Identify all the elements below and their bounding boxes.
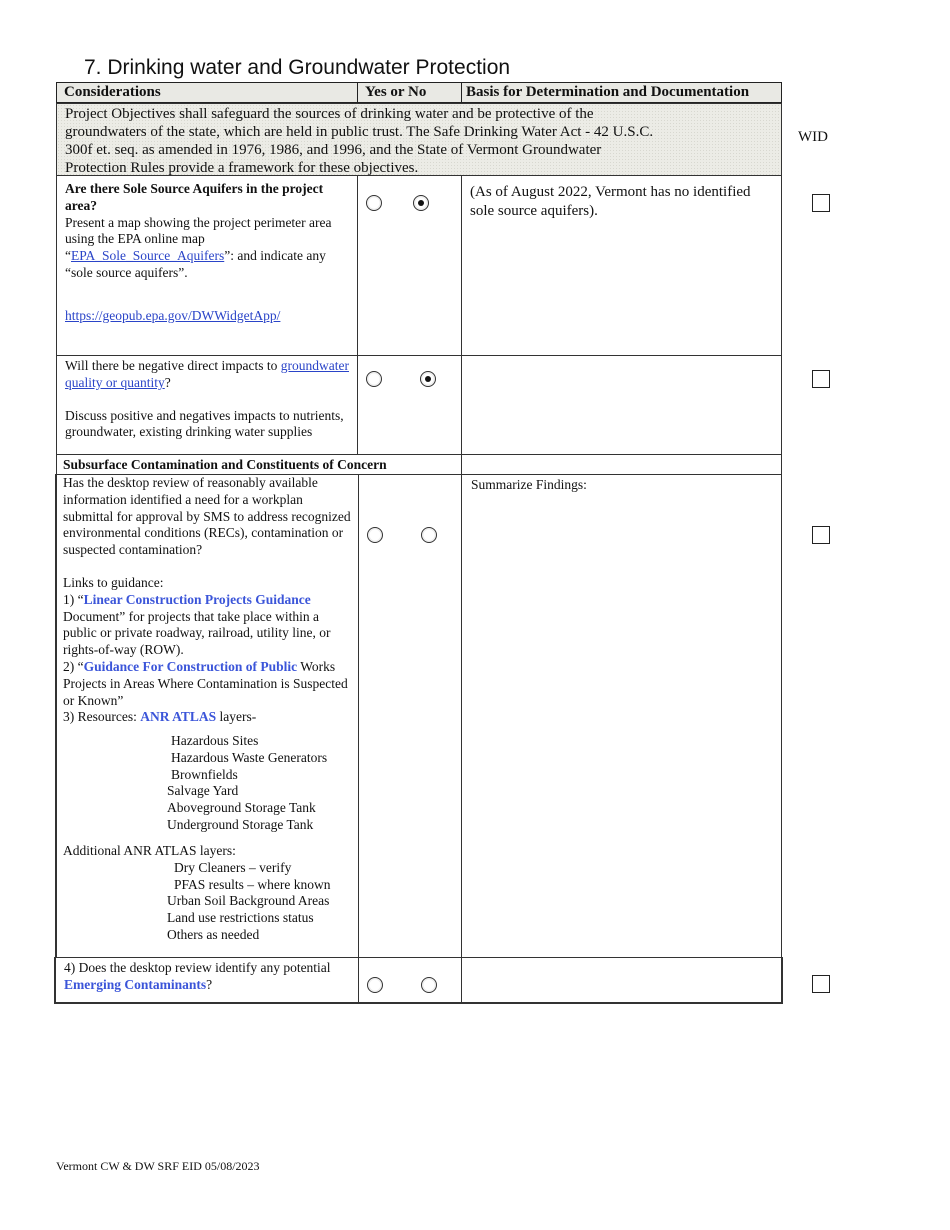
subsurface-heading: Subsurface Contamination and Constituents of Concern <box>56 454 462 475</box>
row2-yes-radio[interactable] <box>366 371 382 387</box>
layer-item: Aboveground Storage Tank <box>167 800 316 815</box>
row3-wid-checkbox[interactable] <box>812 526 830 544</box>
footer: Vermont CW & DW SRF EID 05/08/2023 <box>56 1159 260 1173</box>
row4-yes-no <box>358 957 462 1004</box>
row1-considerations <box>56 175 358 356</box>
objectives-line: Project Objectives shall safeguard the sources of drinking water and be protective of the <box>65 106 594 122</box>
row3-question: Has the desktop review of reasonably available information identified a need for a workplan submittal for approval by SMS to address recognized environmental conditions (RECs), contamination or suspected contamination? <box>63 475 351 558</box>
row1-yes-radio[interactable] <box>366 195 382 211</box>
row3-yes-radio[interactable] <box>367 527 383 543</box>
linear-guidance-link[interactable]: Linear Construction Projects Guidance <box>83 591 311 607</box>
additional-layer-item: Others as needed <box>167 927 260 942</box>
row4-no-radio[interactable] <box>421 977 437 993</box>
row3-no-radio[interactable] <box>421 527 437 543</box>
additional-layer-item: PFAS results – where known <box>174 877 331 892</box>
row1-instructions: Present a map showing the project perimeter area using the EPA online map “EPA_Sole_Source_Aquifers”: and indicate any “sole source aquifers”. <box>65 214 332 280</box>
header-considerations: Considerations <box>56 82 358 103</box>
anr-atlas-link[interactable]: ANR ATLAS <box>140 709 217 725</box>
objectives-line: Protection Rules provide a framework for these objectives. <box>65 160 419 176</box>
subsurface-heading-basis <box>461 454 782 475</box>
epa-ssa-link[interactable]: EPA_Sole_Source_Aquifers <box>71 248 225 264</box>
row1-basis[interactable]: (As of August 2022, Vermont has no identified sole source aquifers). <box>461 175 782 356</box>
row1-no-radio[interactable] <box>413 195 429 211</box>
wid-label: WID <box>798 129 828 145</box>
layer-item: Underground Storage Tank <box>167 817 314 832</box>
groundwater-link[interactable]: groundwater quality or quantity <box>65 358 349 390</box>
additional-layer-item: Dry Cleaners – verify <box>174 860 292 875</box>
row2-considerations <box>56 355 358 455</box>
row2-discuss: Discuss positive and negatives impacts to nutrients, groundwater, existing drinking water supplies <box>65 407 344 440</box>
row2-yes-no <box>357 355 462 455</box>
objectives-line: 300f et. seq. as amended in 1976, 1986, and 1996, and the State of Vermont Groundwater <box>65 142 602 158</box>
row4-question: 4) Does the desktop review identify any potential Emerging Contaminants? <box>64 960 331 992</box>
guidance-1: 1) “Linear Construction Projects Guidance Document” for projects that take place within a public or private roadway, railroad, utility line, or rights-of-way (ROW). <box>63 591 331 658</box>
layer-item: Salvage Yard <box>167 783 239 798</box>
row2-question: Will there be negative direct impacts to groundwater quality or quantity? <box>65 358 349 390</box>
summarize-findings: Summarize Findings: <box>471 477 587 492</box>
header-basis: Basis for Determination and Documentation <box>461 82 782 103</box>
emerging-contaminants-link[interactable]: Emerging Contaminants <box>64 976 207 992</box>
row1-question: Are there Sole Source Aquifers in the project area? <box>65 181 324 213</box>
dw-widget-url-link[interactable]: https://geopub.epa.gov/DWWidgetApp/ <box>65 307 281 323</box>
layer-item: Brownfields <box>171 767 238 782</box>
row4-considerations <box>54 957 359 1004</box>
row3-yes-no <box>358 474 462 958</box>
row2-no-radio[interactable] <box>420 371 436 387</box>
header-yes-no: Yes or No <box>357 82 462 103</box>
additional-layers-label: Additional ANR ATLAS layers: <box>63 843 236 858</box>
guidance-3: 3) Resources: ANR ATLAS layers- <box>63 709 257 725</box>
row1-wid-checkbox[interactable] <box>812 194 830 212</box>
layer-item: Hazardous Waste Generators <box>171 750 328 765</box>
row4-yes-radio[interactable] <box>367 977 383 993</box>
row4-wid-checkbox[interactable] <box>812 975 830 993</box>
links-label: Links to guidance: <box>63 574 164 590</box>
layer-item: Hazardous Sites <box>171 733 259 748</box>
row4-basis[interactable] <box>461 957 783 1004</box>
public-works-guidance-link[interactable]: Guidance For Construction of Public <box>83 658 298 674</box>
section-title: 7. Drinking water and Groundwater Protection <box>84 56 511 79</box>
row1-yes-no <box>357 175 462 356</box>
guidance-2: 2) “Guidance For Construction of Public Works Projects in Areas Where Contamination is Suspected or Known” <box>63 658 348 708</box>
additional-layer-item: Urban Soil Background Areas <box>167 893 330 908</box>
project-objectives <box>56 103 782 176</box>
row2-basis[interactable] <box>461 355 782 455</box>
additional-layer-item: Land use restrictions status <box>167 910 314 925</box>
row3-basis[interactable] <box>461 474 782 958</box>
row2-wid-checkbox[interactable] <box>812 370 830 388</box>
objectives-line: groundwaters of the state, which are held in public trust. The Safe Drinking Water Act - 42 U.S.C. <box>65 124 654 140</box>
